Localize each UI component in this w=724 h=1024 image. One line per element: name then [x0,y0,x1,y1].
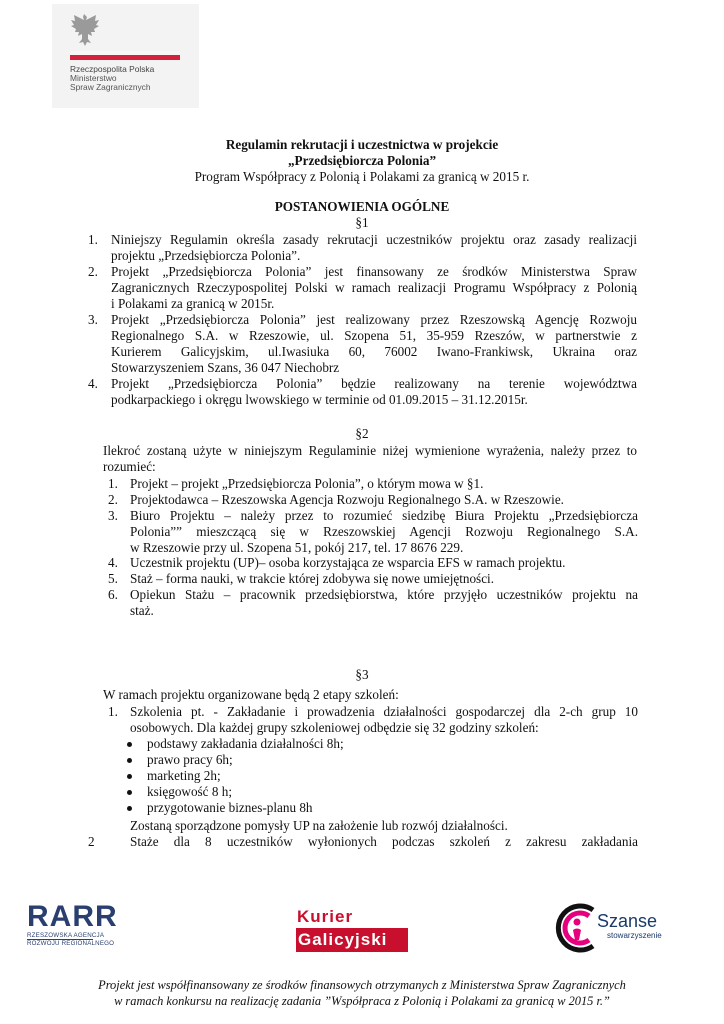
paragraph-mark-1: §1 [355,215,369,230]
szanse-logo-text: Szanse [597,911,658,931]
paragraph-mark-3: §3 [355,667,369,682]
s2-item-number: 5. [108,571,118,586]
s3-item1-line1: Szkolenia pt. - Zakładanie i prowadzenia działalności gospodarczej dla 2-ch grup 10 [130,704,638,719]
s2-item-line: w Rzeszowie przy ul. Szopena 51, pokój 217, tel. 17 8676 229. [130,540,464,555]
bullet-icon [127,790,132,795]
s1-item-line: Kurierem Galicyjskim, ul.Iwasiuka 60, 76002 Iwano-Frankiwsk, Ukraina oraz [111,344,637,359]
s2-item-line: Projektodawca – Rzeszowska Agencja Rozwoju Regionalnego S.A. w Rzeszowie. [130,492,564,507]
s1-item-line: podkarpackiego i okręgu lwowskiego w terminie od 01.09.2015 – 31.12.2015r. [111,392,528,407]
bullet-icon [127,742,132,747]
szanse-logo-subtext: stowarzyszenie [607,931,662,940]
kurier-logo-top: Kurier [297,907,354,926]
s3-item1-number: 1. [108,704,118,719]
s2-item-line: Biuro Projektu – należy przez to rozumieć siedzibę Biura Projektu „Przedsiębiorcza [130,508,638,523]
s1-item-line: projektu „Przedsiębiorcza Polonia”. [111,248,301,263]
org-name-line1: Rzeczpospolita Polska [70,64,155,74]
s3-item2-line: Staże dla 8 uczestników wyłonionych podczas szkoleń z zakresu zakładania [130,834,638,849]
s1-item-number: 1. [88,232,98,247]
org-name-line2: Ministerstwo [70,73,117,83]
doc-title-line2: „Przedsiębiorcza Polonia” [287,153,437,168]
s1-item-line: Zagranicznych Rzeczypospolitej Polski w ramach realizacji Programu Współpracy z Polonią [111,280,637,295]
s3-item1-line2: osobowych. Dla każdej grupy szkoleniowej odbędzie się 32 godziny szkoleń: [130,720,539,735]
org-name-line3: Spraw Zagranicznych [70,82,151,92]
s3-item2-number: 2 [88,834,95,849]
s2-item-line: Uczestnik projektu (UP)– osoba korzystająca ze wsparcia EFS w ramach projektu. [130,555,566,570]
s1-item-number: 3. [88,312,98,327]
s3-bullet-item: marketing 2h; [147,768,221,783]
s3-intro: W ramach projektu organizowane będą 2 etapy szkoleń: [103,687,399,702]
rarr-subtitle-line1: RZESZOWSKA AGENCJA [27,932,105,939]
rarr-logo: RARR [27,900,118,933]
s2-item-line: Opiekun Stażu – pracownik przedsiębiorstwa, które przyjęło uczestników projektu na [130,587,638,602]
doc-title-line1: Regulamin rekrutacji i uczestnictwa w projekcie [225,137,499,152]
funding-note-line2: w ramach konkursu na realizację zadania ”Współpraca z Polonią i Polakami za granicą w 2015 r.” [114,994,610,1008]
bullet-icon [127,806,132,811]
flag-red-stripe [70,55,180,60]
s1-item-line: Projekt „Przedsiębiorcza Polonia” jest finansowany ze środków Ministerstwa Spraw [111,264,637,279]
s2-item-number: 1. [108,476,118,491]
s3-bullet-item: podstawy zakładania działalności 8h; [147,736,344,751]
s1-item-line: i Polakami za granicą w 2015r. [111,296,275,311]
s3-bullet-item: księgowość 8 h; [147,784,232,799]
s2-item-line: Staż – forma nauki, w trakcie której zdobywa się nowe umiejętności. [130,571,495,586]
s2-item-number: 3. [108,508,118,523]
s1-item-number: 4. [88,376,98,391]
szanse-logo-icon [553,900,603,956]
s1-item-number: 2. [88,264,98,279]
s2-item-line: Projekt – projekt „Przedsiębiorcza Polonia”, o którym mowa w §1. [130,476,484,491]
s2-item-number: 2. [108,492,118,507]
s2-intro-line2: rozumieć: [103,459,156,474]
kurier-logo-bottom: Galicyjski [298,930,388,949]
s2-item-line: Polonia”” mieszczącą się w Rzeszowskiej Agencji Rozwoju Regionalnego S.A. [130,524,638,539]
polish-eagle-icon [66,10,102,52]
s2-item-number: 4. [108,555,118,570]
bullet-icon [127,758,132,763]
s3-after-bullets: Zostaną sporządzone pomysły UP na założenie lub rozwój działalności. [130,818,508,833]
s1-item-line: Regionalnego S.A. w Rzeszowie, ul. Szopena 51, 35-959 Rzeszów, w partnerstwie z [111,328,637,343]
section-heading: POSTANOWIENIA OGÓLNE [274,199,450,214]
s1-item-line: Projekt „Przedsiębiorcza Polonia” jest realizowany przez Rzeszowską Agencję Rozwoju [111,312,637,327]
s1-item-line: Niniejszy Regulamin określa zasady rekrutacji uczestników projektu oraz zasady realizacji [111,232,637,247]
s3-bullet-item: prawo pracy 6h; [147,752,233,767]
s1-item-line: Stowarzyszeniem Szans, 36 047 Niechobrz [111,360,340,375]
paragraph-mark-2: §2 [355,426,369,441]
s2-item-number: 6. [108,587,118,602]
rarr-subtitle-line2: ROZWOJU REGIONALNEGO [27,940,115,947]
s2-item-line: staż. [130,603,154,618]
s3-bullet-item: przygotowanie biznes-planu 8h [147,800,313,815]
funding-note-line1: Projekt jest współfinansowany ze środków finansowych otrzymanych z Ministerstwa Spraw Zagranicznych [98,978,626,992]
bullet-icon [127,774,132,779]
s2-intro-line1: Ilekroć zostaną użyte w niniejszym Regulaminie niżej wymienione wyrażenia, należy przez to [103,443,637,458]
s1-item-line: Projekt „Przedsiębiorcza Polonia” będzie realizowany na terenie województwa [111,376,637,391]
doc-title-line3: Program Współpracy z Polonią i Polakami za granicą w 2015 r. [194,169,530,184]
